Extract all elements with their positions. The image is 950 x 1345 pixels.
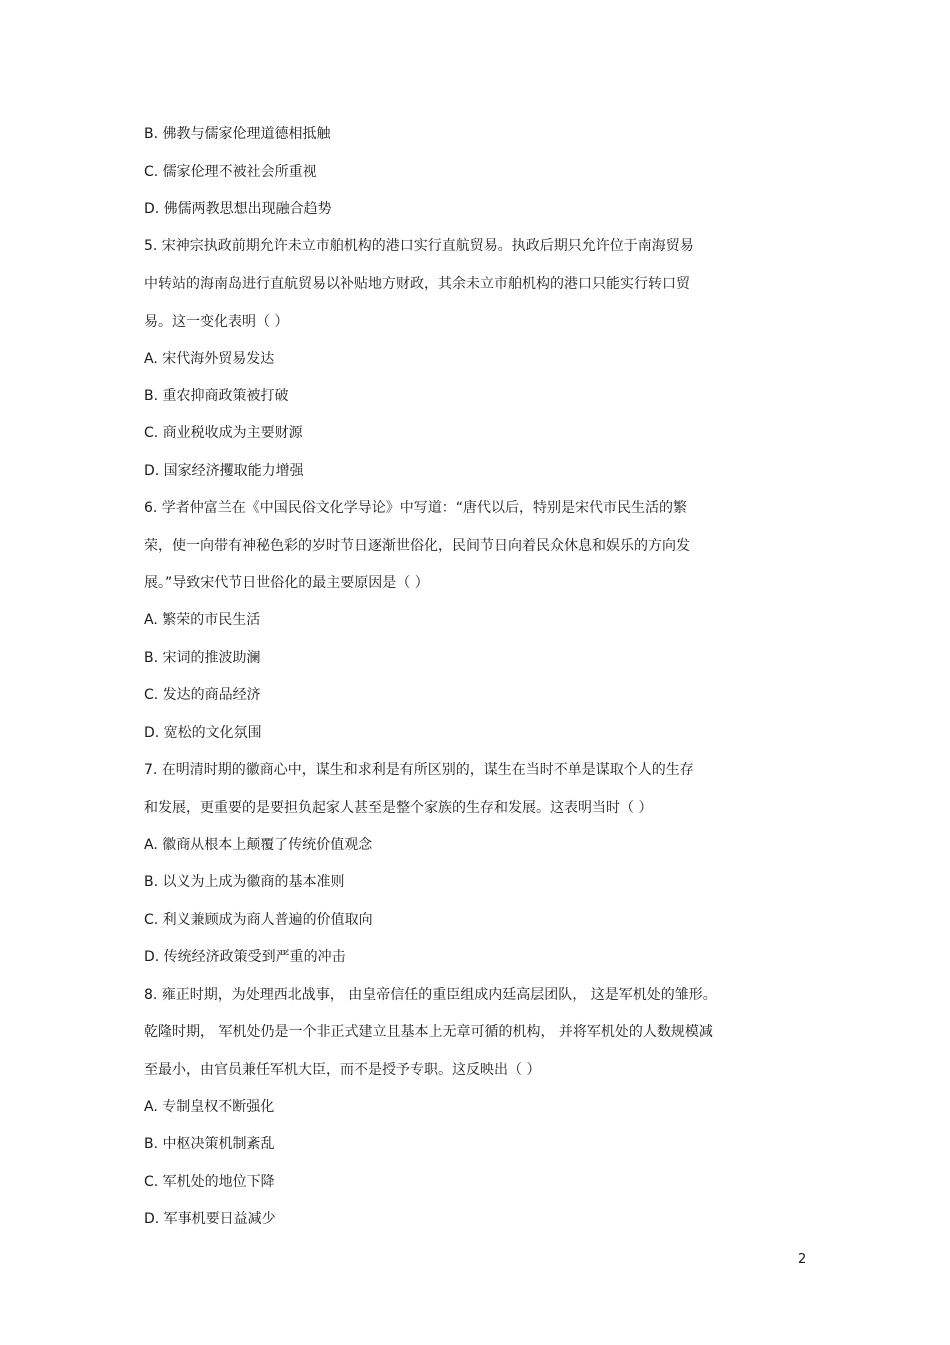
q6-option-c: C. 发达的商品经济 <box>144 687 261 703</box>
q6-option-a: A. 繁荣的市民生活 <box>144 612 261 628</box>
q8-option-b: B. 中枢决策机制紊乱 <box>144 1136 275 1152</box>
q8-stem-line3: 至最小，由官员兼任军机大臣，而不是授予专职。这反映出（ ） <box>144 1062 541 1078</box>
q8-stem-line1: 8. 雍正时期，为处理西北战事， 由皇帝信任的重臣组成内廷高层团队， 这是军机处的雏形。 <box>144 987 717 1003</box>
q8-option-d: D. 军事机要日益减少 <box>144 1211 276 1227</box>
q4-option-c: C. 儒家伦理不被社会所重视 <box>144 164 317 180</box>
page-number: 2 <box>798 1252 807 1267</box>
q5-option-a: A. 宋代海外贸易发达 <box>144 351 275 367</box>
q7-option-a: A. 徽商从根本上颠覆了传统价值观念 <box>144 837 373 853</box>
q8-option-a: A. 专制皇权不断强化 <box>144 1099 275 1115</box>
q5-option-d: D. 国家经济攫取能力增强 <box>144 463 304 479</box>
q4-option-b: B. 佛教与儒家伦理道德相抵触 <box>144 126 331 142</box>
q5-option-c: C. 商业税收成为主要财源 <box>144 425 303 441</box>
q4-option-d: D. 佛儒两教思想出现融合趋势 <box>144 201 332 217</box>
q7-option-b: B. 以义为上成为徽商的基本准则 <box>144 874 345 890</box>
q6-stem-line3: 展。”导致宋代节日世俗化的最主要原因是（ ） <box>144 575 429 591</box>
q7-option-c: C. 利义兼顾成为商人普遍的价值取向 <box>144 912 373 928</box>
q8-option-c: C. 军机处的地位下降 <box>144 1174 275 1190</box>
q6-stem-line1: 6. 学者仲富兰在《中国民俗文化学导论》中写道：“唐代以后，特别是宋代市民生活的繁 <box>144 500 688 516</box>
q6-stem-line2: 荣，使一向带有神秘色彩的岁时节日逐渐世俗化，民间节日向着民众休息和娱乐的方向发 <box>144 538 690 554</box>
q7-option-d: D. 传统经济政策受到严重的冲击 <box>144 949 346 965</box>
q5-option-b: B. 重农抑商政策被打破 <box>144 388 289 404</box>
q5-stem-line1: 5. 宋神宗执政前期允许未立市舶机构的港口实行直航贸易。执政后期只允许位于南海贸易 <box>144 238 694 254</box>
q7-stem-line2: 和发展，更重要的是要担负起家人甚至是整个家族的生存和发展。这表明当时（ ） <box>144 800 653 816</box>
q5-stem-line3: 易。这一变化表明（ ） <box>144 314 289 330</box>
q5-stem-line2: 中转站的海南岛进行直航贸易以补贴地方财政，其余未立市舶机构的港口只能实行转口贸 <box>144 276 690 292</box>
q8-stem-line2: 乾隆时期， 军机处仍是一个非正式建立且基本上无章可循的机构， 并将军机处的人数规模减 <box>144 1024 713 1040</box>
q6-option-d: D. 宽松的文化氛围 <box>144 725 262 741</box>
q6-option-b: B. 宋词的推波助澜 <box>144 650 261 666</box>
q7-stem-line1: 7. 在明清时期的徽商心中，谋生和求利是有所区别的，谋生在当时不单是谋取个人的生存 <box>144 762 694 778</box>
